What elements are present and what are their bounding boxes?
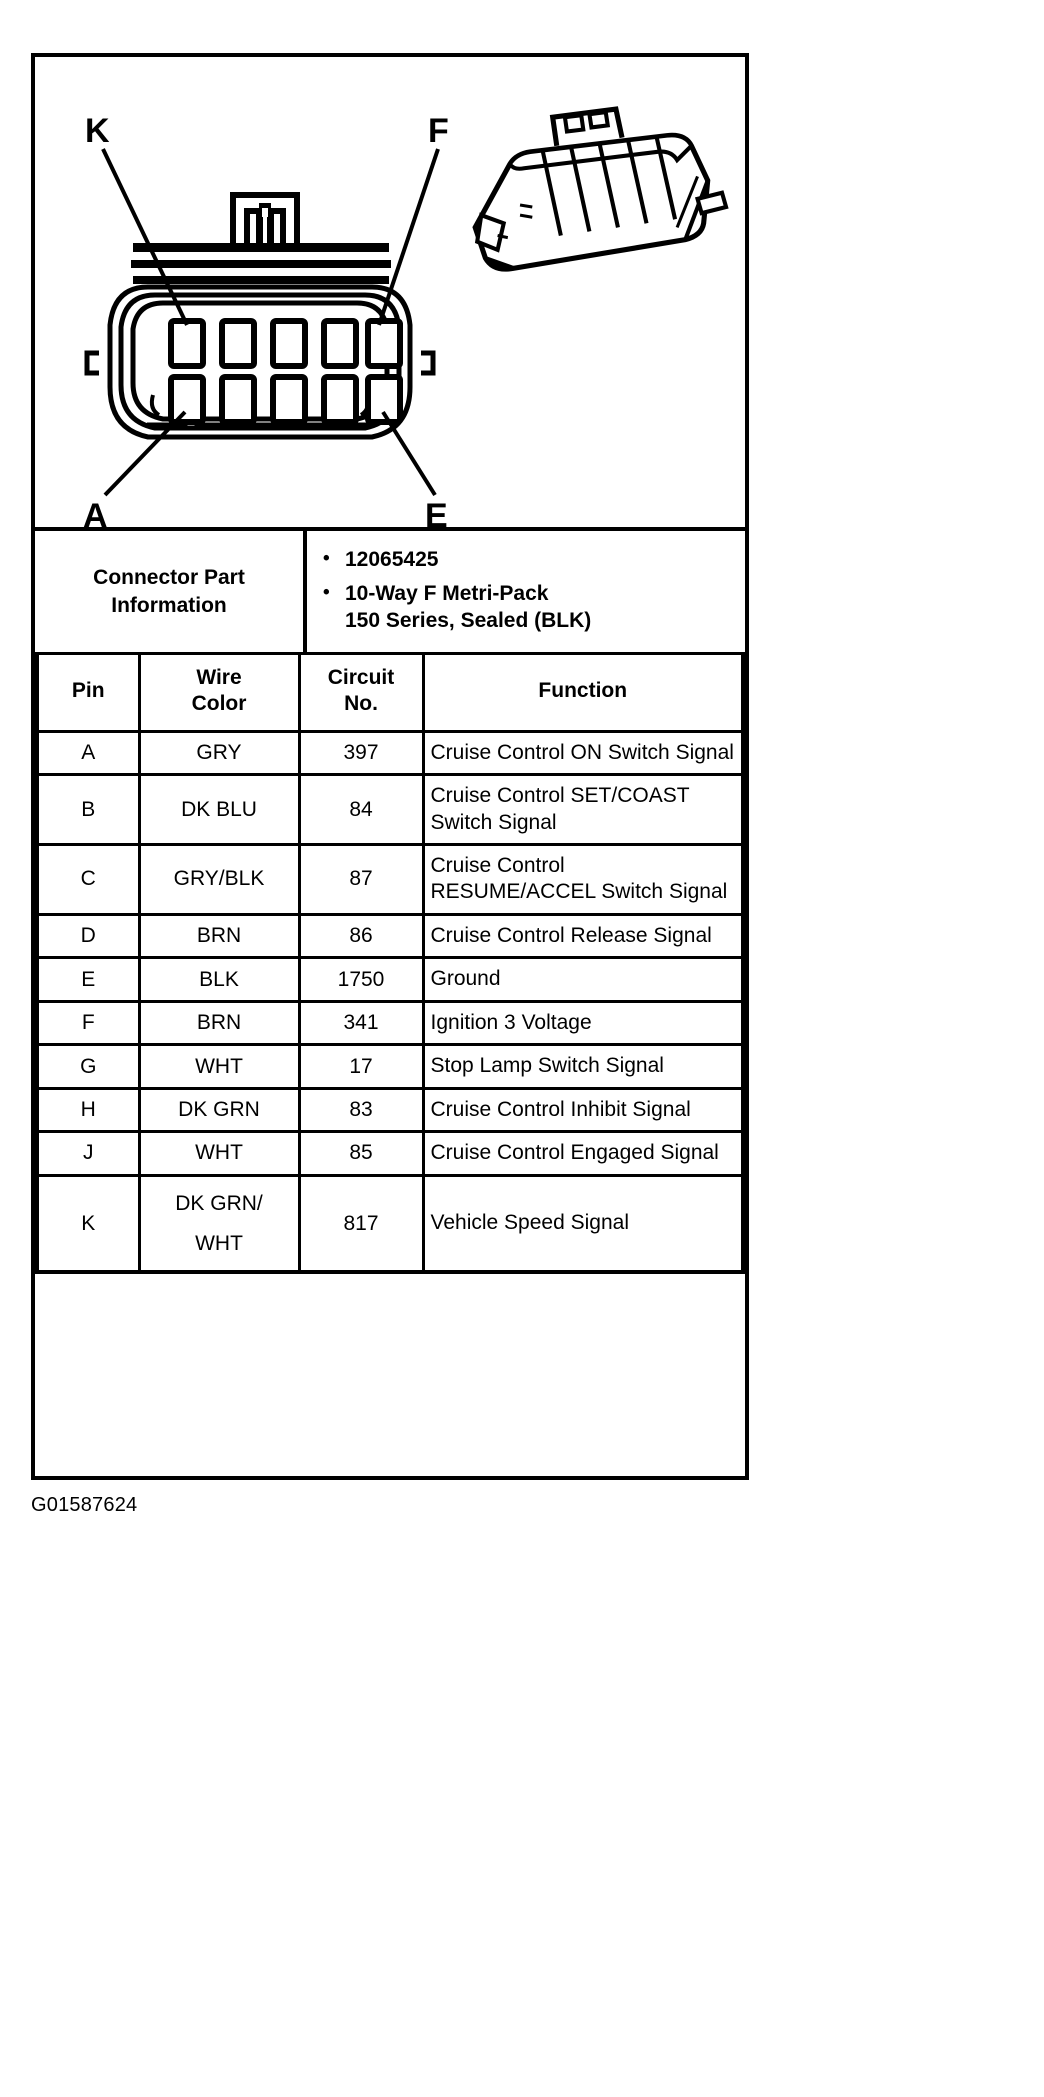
cell-circuit-no: 86 <box>299 914 423 957</box>
pin-cavity-row-top <box>171 321 400 366</box>
column-header-wire-color <box>139 654 299 732</box>
cell-function: Cruise Control Inhibit Signal <box>423 1088 743 1131</box>
table-row <box>37 1001 743 1044</box>
connector-figure-frame <box>31 53 749 1480</box>
connector-diagram-svg <box>35 57 745 527</box>
cell-function: Ignition 3 Voltage <box>423 1001 743 1044</box>
cell-function: Stop Lamp Switch Signal <box>423 1045 743 1088</box>
cell-wire-color: GRY/BLK <box>139 845 299 915</box>
column-header-circuit-no-line1: Circuit <box>327 666 395 690</box>
cell-wire-color: BLK <box>139 958 299 1001</box>
connector-part-information-label-line2: Information <box>111 593 227 617</box>
connector-part-information-label-cell <box>35 531 307 652</box>
cell-function: Cruise Control Release Signal <box>423 914 743 957</box>
table-row <box>37 1132 743 1175</box>
callout-label-a: A <box>83 497 108 527</box>
cell-circuit-no: 397 <box>299 731 423 774</box>
connector-part-information-label-line1: Connector Part <box>93 566 245 590</box>
cell-pin: F <box>37 1001 139 1044</box>
column-header-wire-color-line1: Wire <box>196 666 242 690</box>
cell-wire-color: DK BLU <box>139 775 299 845</box>
callout-label-k: K <box>85 112 110 150</box>
part-bullet-item <box>323 546 735 574</box>
cell-wire-color: DK GRN <box>139 1088 299 1131</box>
table-row <box>37 958 743 1001</box>
pin-table <box>35 652 745 1274</box>
cell-pin: E <box>37 958 139 1001</box>
table-row <box>37 914 743 957</box>
table-row <box>37 1088 743 1131</box>
cell-function: Cruise Control SET/COAST Switch Signal <box>423 775 743 845</box>
column-header-pin-line1: Pin <box>71 679 105 703</box>
part-number-value: 12065425 <box>345 548 439 571</box>
cell-wire-color: GRY <box>139 731 299 774</box>
table-row <box>37 1175 743 1272</box>
callout-label-f: F <box>428 112 449 150</box>
cell-wire-color: BRN <box>139 914 299 957</box>
cell-pin: H <box>37 1088 139 1131</box>
figure-reference-code: G01587624 <box>31 1494 138 1516</box>
cell-function: Cruise Control ON Switch Signal <box>423 731 743 774</box>
cell-pin: G <box>37 1045 139 1088</box>
cell-wire-color: WHT <box>139 1045 299 1088</box>
cell-wire-color: BRN <box>139 1001 299 1044</box>
cell-circuit-no: 1750 <box>299 958 423 1001</box>
cell-circuit-no: 341 <box>299 1001 423 1044</box>
cell-circuit-no: 817 <box>299 1175 423 1272</box>
connector-perspective-view <box>475 109 726 269</box>
column-header-function-line1: Function <box>538 679 628 703</box>
connector-part-information-row <box>35 527 745 652</box>
connector-lock-tower <box>233 195 297 243</box>
cell-function: Vehicle Speed Signal <box>423 1175 743 1272</box>
cell-pin: B <box>37 775 139 845</box>
bullet-icon: • <box>323 581 330 603</box>
cell-circuit-no: 83 <box>299 1088 423 1131</box>
table-row <box>37 1045 743 1088</box>
cell-pin: D <box>37 914 139 957</box>
cell-function: Cruise Control Engaged Signal <box>423 1132 743 1175</box>
column-header-wire-color-line2: Color <box>191 692 247 716</box>
cell-pin: K <box>37 1175 139 1272</box>
part-description-line1: 10-Way F Metri-Pack <box>345 581 549 605</box>
cell-wire-color: WHT <box>139 1132 299 1175</box>
cell-function: Ground <box>423 958 743 1001</box>
cell-pin: A <box>37 731 139 774</box>
bullet-icon: • <box>323 548 330 569</box>
table-header-row <box>37 654 743 732</box>
part-description-line2: 150 Series, Sealed (BLK) <box>345 609 592 633</box>
cell-circuit-no: 87 <box>299 845 423 915</box>
connector-diagram <box>35 57 745 527</box>
cell-wire-color-line: DK GRN/ <box>175 1191 263 1215</box>
pin-cavity-row-bottom <box>171 377 400 422</box>
cell-wire-color-line: WHT <box>195 1231 243 1255</box>
connector-part-information-value-cell <box>307 531 745 652</box>
cell-pin: C <box>37 845 139 915</box>
table-row <box>37 845 743 915</box>
cell-circuit-no: 17 <box>299 1045 423 1088</box>
column-header-function <box>423 654 743 732</box>
column-header-circuit-no-line2: No. <box>344 692 378 716</box>
column-header-circuit-no <box>299 654 423 732</box>
cell-circuit-no: 85 <box>299 1132 423 1175</box>
part-bullet-item <box>323 580 735 635</box>
table-row <box>37 731 743 774</box>
cell-wire-color <box>139 1175 299 1272</box>
cell-pin: J <box>37 1132 139 1175</box>
cell-circuit-no: 84 <box>299 775 423 845</box>
cell-function: Cruise Control RESUME/ACCEL Switch Signal <box>423 845 743 915</box>
table-row <box>37 775 743 845</box>
callout-label-e: E <box>425 497 448 527</box>
column-header-pin <box>37 654 139 732</box>
